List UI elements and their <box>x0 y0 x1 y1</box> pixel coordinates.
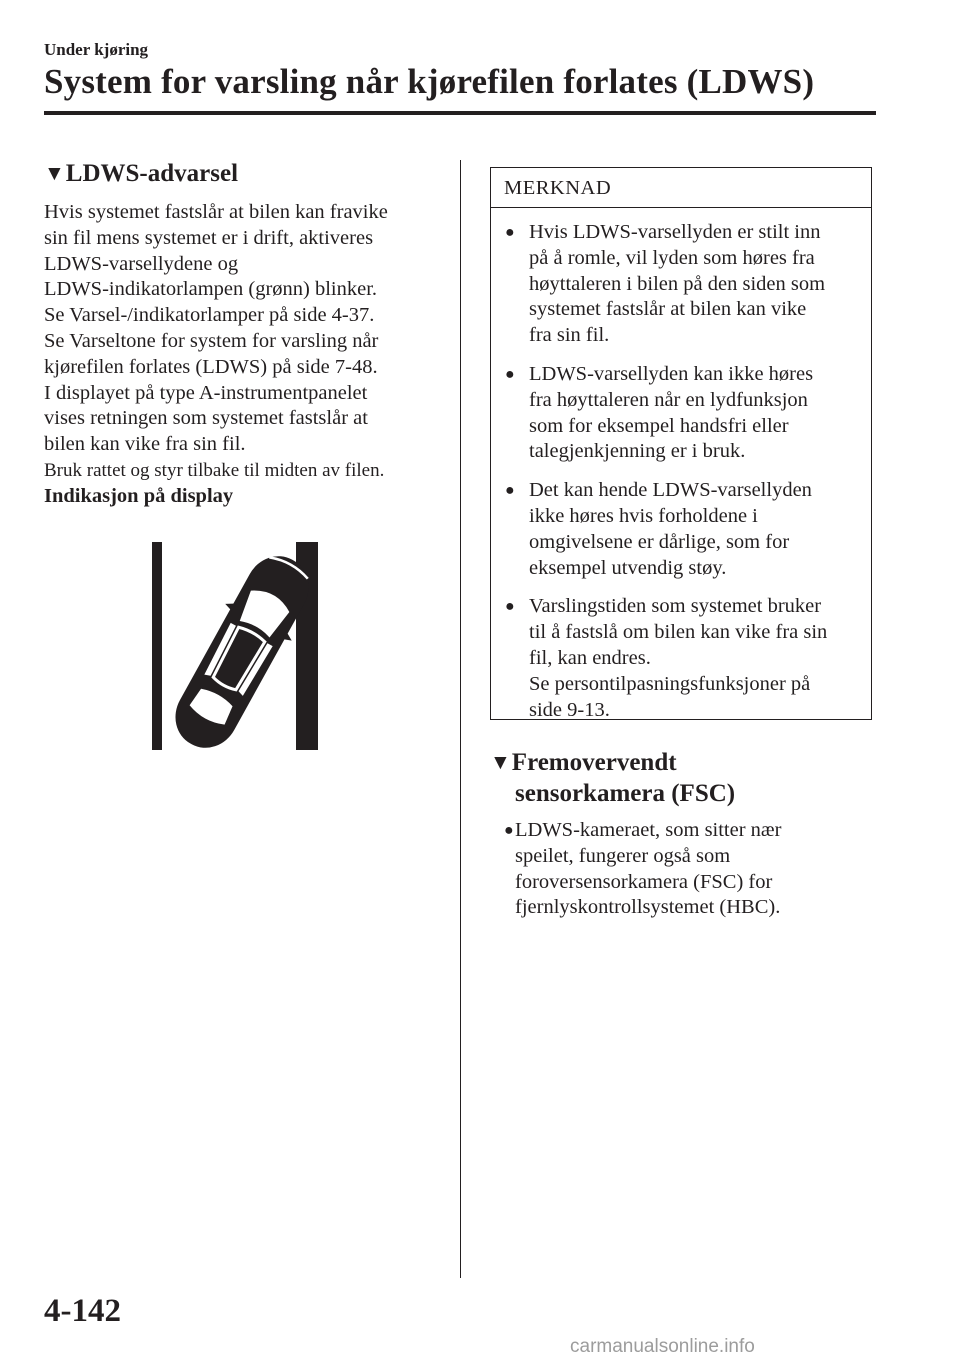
note-line: side 9-13. <box>529 698 610 721</box>
display-indication-label: Indikasjon på display <box>44 484 234 507</box>
title-rule <box>44 111 876 115</box>
fsc-heading-line1: Fremovervendt <box>511 749 677 776</box>
page-title: System for varsling når kjørefilen forlates (LDWS) <box>44 62 815 101</box>
list-item <box>491 362 871 465</box>
note-line: talegjenkjenning er i bruk. <box>529 440 746 463</box>
note-line: eksempel utvendig støy. <box>529 556 727 579</box>
ldws-warning-heading <box>44 158 238 189</box>
bullet-icon: ● <box>505 482 515 500</box>
note-header: MERKNAD <box>491 168 871 208</box>
ldws-warning-heading-text: LDWS-advarsel <box>65 160 239 187</box>
body-line: sin fil mens systemet er i drift, aktiveres <box>44 226 374 249</box>
note-line: som for eksempel handsfri eller <box>529 414 789 437</box>
body-line: Se Varsel-/indikatorlamper på side 4-37. <box>44 304 375 327</box>
body-line: LDWS-indikatorlampen (grønn) blinker. <box>44 278 378 301</box>
list-item <box>491 594 871 723</box>
note-line: fra sin fil. <box>529 324 610 347</box>
column-divider <box>460 160 461 1278</box>
note-line: fil, kan endres. <box>529 646 651 669</box>
page-number: 4-142 <box>44 1293 121 1329</box>
triangle-down-icon: ▼ <box>490 750 511 774</box>
note-line: systemet fastslår at bilen kan vike <box>529 298 807 321</box>
triangle-down-icon: ▼ <box>44 161 65 185</box>
note-line: på å romle, vil lyden som høres fra <box>529 246 815 269</box>
note-line: Hvis LDWS-varsellyden er stilt inn <box>529 221 821 243</box>
note-line: Det kan hende LDWS-varsellyden <box>529 479 812 502</box>
fsc-heading-line2: sensorkamera (FSC) <box>515 780 736 807</box>
body-line: I displayet på type A-instrumentpanelet <box>44 381 368 404</box>
note-line: Se persontilpasningsfunksjoner på <box>529 672 811 695</box>
bullet-icon: ● <box>505 598 515 616</box>
note-line: Varslingstiden som systemet bruker <box>529 595 822 618</box>
body-line: kjørefilen forlates (LDWS) på side 7-48. <box>44 355 378 378</box>
note-list <box>491 220 871 723</box>
watermark: carmanualsonline.info <box>570 1336 755 1357</box>
note-box <box>490 167 872 720</box>
note-line: LDWS-varsellyden kan ikke høres <box>529 362 814 385</box>
note-line: omgivelsene er dårlige, som for <box>529 530 790 553</box>
note-line: ikke høres hvis forholdene i <box>529 504 758 527</box>
body-line: LDWS-varsellydene og <box>44 252 239 275</box>
note-line: høyttaleren i bilen på den siden som <box>529 272 826 295</box>
ldws-warning-body <box>44 200 454 510</box>
fsc-line: fjernlyskontrollsystemet (HBC). <box>515 896 781 919</box>
note-line: fra høyttaleren når en lydfunksjon <box>529 388 808 411</box>
fsc-line: LDWS-kameraet, som sitter nær <box>515 819 782 841</box>
bullet-icon: ● <box>505 224 515 241</box>
fsc-heading <box>490 747 735 809</box>
list-item <box>491 478 871 581</box>
body-line: bilen kan vike fra sin fil. <box>44 433 246 456</box>
bullet-icon: ● <box>505 365 515 383</box>
list-item <box>490 818 781 921</box>
note-line: til å fastslå om bilen kan vike fra sin <box>529 621 828 644</box>
fsc-line: speilet, fungerer også som <box>515 844 731 867</box>
body-line: Hvis systemet fastslår at bilen kan fravike <box>44 201 388 223</box>
steer-back-instruction: Bruk rattet og styr tilbake til midten av filen. <box>44 459 385 481</box>
fsc-line: foroversensorkamera (FSC) for <box>515 870 773 893</box>
lane-departure-car-icon <box>148 538 323 758</box>
body-line: Se Varseltone for system for varsling når <box>44 329 379 352</box>
bullet-icon: ● <box>504 822 514 839</box>
list-item <box>491 220 871 349</box>
body-line: vises retningen som systemet fastslår at <box>44 407 368 430</box>
section-label: Under kjøring <box>44 40 149 59</box>
